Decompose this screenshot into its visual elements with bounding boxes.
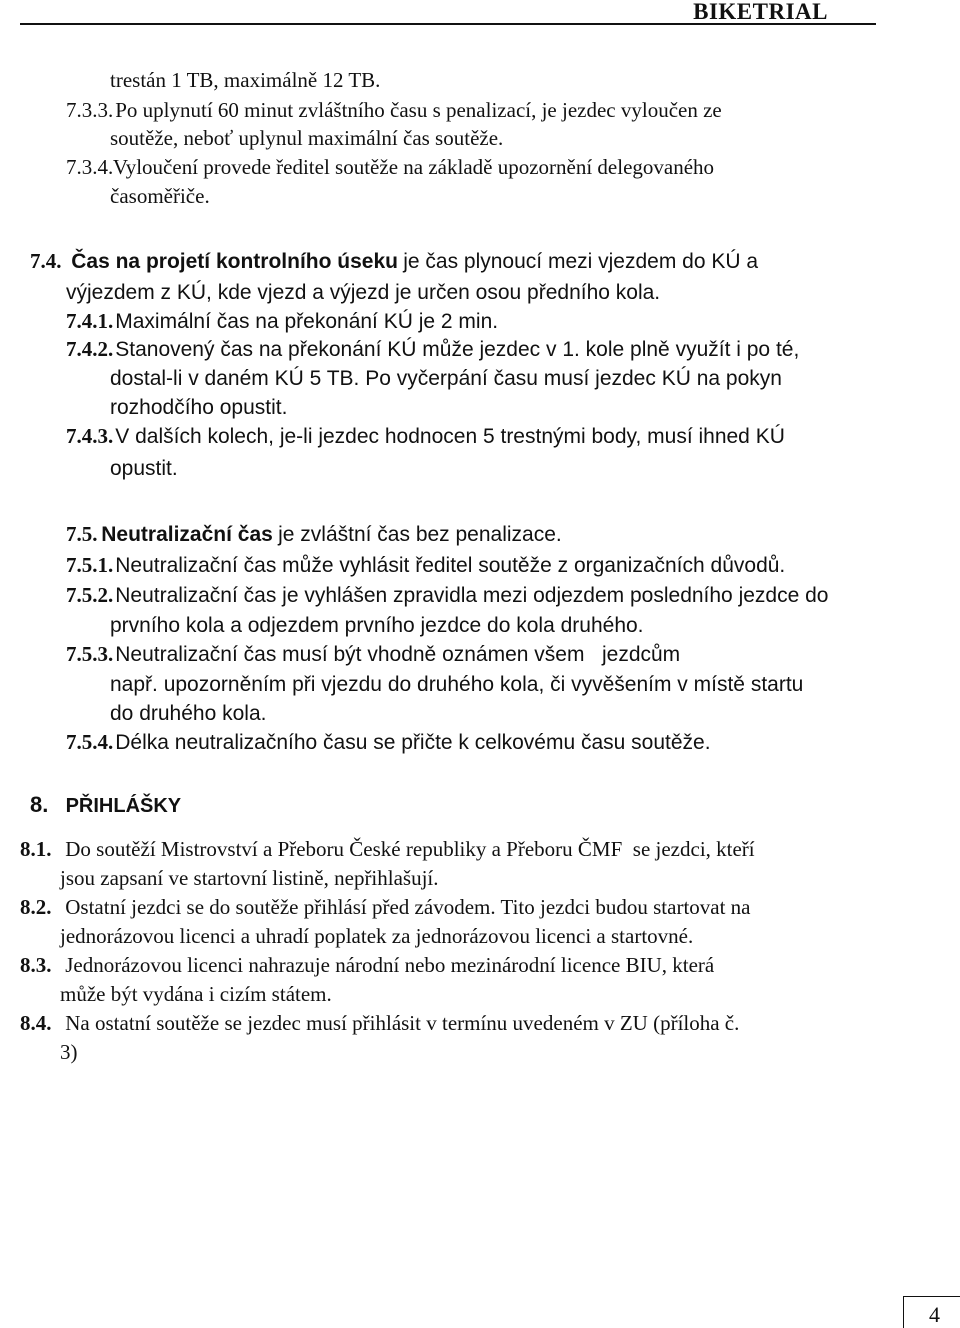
text-line: jsou zapsaní ve startovní listině, nepřihlašují. (60, 866, 439, 890)
section-title: PŘIHLÁŠKY (65, 795, 182, 817)
text-line: 3) (60, 1040, 78, 1064)
text-line: Stanovený čas na překonání KÚ může jezdec v 1. kole plně využít i po té, (115, 338, 800, 361)
paragraph-7-5-1 (66, 553, 785, 578)
paragraph-number: 7.4.1. (66, 309, 114, 333)
paragraph-number: 7.3.4. (66, 155, 114, 179)
text-line: opustit. (110, 457, 178, 480)
paragraph-7-5-2 (66, 583, 828, 608)
footer-rule-vertical (903, 1296, 904, 1328)
paragraph-7-3-4 (66, 155, 714, 180)
text-line: Do soutěží Mistrovství a Přeboru České republiky a Přeboru ČMF se jezdci, kteří (65, 837, 755, 861)
term-heading: Neutralizační čas (101, 523, 273, 546)
paragraph-number: 7.4.3. (66, 424, 114, 448)
text-line: prvního kola a odjezdem prvního jezdce do kola druhého. (110, 614, 644, 637)
paragraph-7-4-1 (66, 309, 498, 334)
paragraph-7-4-2 (66, 337, 799, 362)
text-line: je čas plynoucí mezi vjezdem do KÚ a (403, 250, 759, 273)
paragraph-8-3 (20, 953, 714, 978)
text-line: Vyloučení provede ředitel soutěže na základě upozornění delegovaného (112, 155, 715, 179)
page-number: 4 (929, 1302, 940, 1327)
text-line: Jednorázovou licenci nahrazuje národní nebo mezinárodní licence BIU, která (65, 953, 715, 977)
header-title: BIKETRIAL (693, 0, 828, 24)
paragraph-number: 7.5.1. (66, 553, 114, 577)
text-line: Neutralizační čas musí být vhodně oznámen všem jezdcům (115, 643, 681, 666)
text-line: dostal-li v daném KÚ 5 TB. Po vyčerpání času musí jezdec KÚ na pokyn (110, 367, 782, 390)
text-line: časoměřiče. (110, 184, 210, 208)
text-line: např. upozorněním při vjezdu do druhého kola, či vyvěšením v místě startu (110, 673, 804, 696)
text-line: Ostatní jezdci se do soutěže přihlásí před závodem. Tito jezdci budou startovat na (65, 895, 751, 919)
term-heading: Čas na projetí kontrolního úseku (71, 250, 398, 273)
paragraph-number: 7.5. (66, 522, 98, 546)
paragraph-7-5-4 (66, 730, 711, 755)
paragraph-number: 8.3. (20, 953, 52, 977)
paragraph-8-2 (20, 895, 751, 920)
text-line: Neutralizační čas může vyhlásit ředitel soutěže z organizačních důvodů. (115, 554, 786, 577)
footer-rule (903, 1296, 960, 1297)
text-line: může být vydána i cizím státem. (60, 982, 332, 1006)
paragraph-number: 8.2. (20, 895, 52, 919)
paragraph-7-4-3 (66, 424, 785, 449)
paragraph-7-5-3 (66, 642, 680, 667)
text-line: soutěže, neboť uplynul maximální čas soutěže. (110, 126, 504, 150)
paragraph-number: 7.5.2. (66, 583, 114, 607)
paragraph-7-5 (66, 522, 562, 547)
paragraph-number: 7.5.4. (66, 730, 114, 754)
text-line: do druhého kola. (110, 702, 267, 725)
text-line: Na ostatní soutěže se jezdec musí přihlásit v termínu uvedeném v ZU (příloha č. (65, 1011, 740, 1035)
paragraph-number: 8.1. (20, 837, 52, 861)
paragraph-number: 7.3.3. (66, 98, 114, 122)
text-line: výjezdem z KÚ, kde vjezd a výjezd je určen osou předního kola. (66, 281, 661, 304)
paragraph-number: 7.4.2. (66, 337, 114, 361)
text-line: Délka neutralizačního času se přičte k celkovému času soutěže. (115, 731, 711, 754)
paragraph-8-1 (20, 837, 755, 862)
text-line: Po uplynutí 60 minut zvláštního času s penalizací, je jezdec vyloučen ze (115, 98, 722, 122)
text-line: rozhodčího opustit. (110, 396, 288, 419)
text-line: Maximální čas na překonání KÚ je 2 min. (115, 310, 499, 333)
text-line: trestán 1 TB, maximálně 12 TB. (110, 68, 381, 92)
text-line: jednorázovou licenci a uhradí poplatek za jednorázovou licenci a startovné. (60, 924, 694, 948)
paragraph-number: 7.4. (30, 249, 62, 273)
text-line: V dalších kolech, je-li jezdec hodnocen 5 trestnými body, musí ihned KÚ (115, 425, 785, 448)
paragraph-8-4 (20, 1011, 739, 1036)
paragraph-number: 7.5.3. (66, 642, 114, 666)
paragraph-number: 8.4. (20, 1011, 52, 1035)
section-number: 8. (30, 792, 49, 817)
paragraph-7-3-3 (66, 98, 892, 123)
text-line: je zvláštní čas bez penalizace. (278, 523, 562, 546)
text-line: Neutralizační čas je vyhlášen zpravidla mezi odjezdem posledního jezdce do (115, 584, 829, 607)
paragraph-7-4 (30, 249, 758, 274)
section-heading-8 (30, 792, 181, 818)
